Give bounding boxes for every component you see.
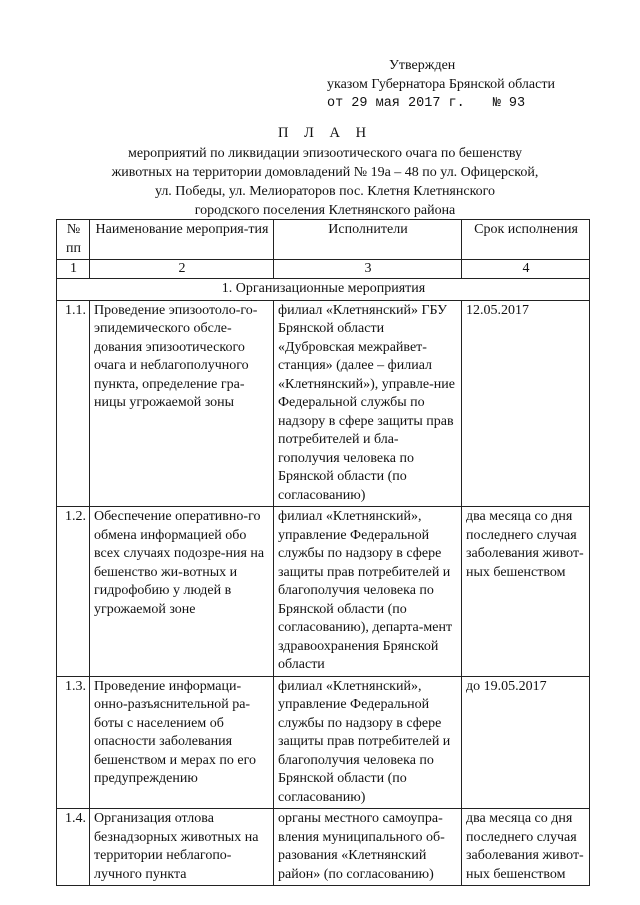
section-row (57, 279, 590, 301)
row-name: Обеспечение оперативно-го обмена информацией обо всех случаях подозре-ния на бешенство жи-вотных и гидрофобию у людей в угрожаемой зоне (90, 507, 274, 677)
column-number: 1 (57, 260, 90, 279)
column-number-row (57, 260, 590, 279)
header-name: Наименование мероприя-тия (90, 220, 274, 260)
table-row (57, 809, 590, 886)
table-row (57, 676, 590, 809)
row-name: Организация отлова безнадзорных животных на территории неблагопо-лучного пункта (90, 809, 274, 886)
row-term: два месяца со дня последнего случая заболевания живот-ных бешенством (462, 809, 590, 886)
row-name: Проведение эпизоотоло-го-эпидемического обсле-дования эпизоотического очага и неблагополучного пункта, определение гра-ницы угрожаемой зоны (90, 300, 274, 507)
approval-date-line (327, 94, 627, 113)
row-executors: филиал «Клетнянский» ГБУ Брянской области «Дубровская межрайвет-станция» (далее – филиал «Клетнянский»), управле-ние Федеральной службы по надзору в сфере защиты прав потребителей и бла-гополучия человека по Брянской области (по согласованию) (274, 300, 462, 507)
row-number: 1.3. (57, 676, 90, 809)
table-row (57, 507, 590, 677)
column-number: 4 (462, 260, 590, 279)
approved-label: Утвержден (389, 58, 456, 73)
header-executors: Исполнители (274, 220, 462, 260)
header-row (57, 220, 590, 260)
row-term: до 19.05.2017 (462, 676, 590, 809)
row-term: два месяца со дня последнего случая заболевания живот-ных бешенством (462, 507, 590, 677)
row-term: 12.05.2017 (462, 300, 590, 507)
section-title: 1. Организационные мероприятия (57, 279, 590, 301)
row-number: 1.1. (57, 300, 90, 507)
row-number: 1.2. (57, 507, 90, 677)
header-term: Срок исполнения (462, 220, 590, 260)
row-name: Проведение информаци-онно-разъяснительной ра-боты с населением об опасности заболевания бешенством и мерах по его предупреждению (90, 676, 274, 809)
row-number: 1.4. (57, 809, 90, 886)
plan-title: П Л А Н (277, 125, 373, 141)
table-row (57, 300, 590, 507)
row-executors: филиал «Клетнянский», управление Федеральной службы по надзору в сфере защиты прав потребителей и благополучия человека по Брянской области (по согласованию), департа-мент здравоохранения Брянской области (274, 507, 462, 677)
header-number: № пп (57, 220, 90, 260)
document-heading (60, 124, 590, 220)
approved-by: указом Губернатора Брянской области (327, 77, 555, 92)
row-executors: филиал «Клетнянский», управление Федеральной службы по надзору в сфере защиты прав потребителей и благополучия человека по Брянской области (по согласованию) (274, 676, 462, 809)
approval-stamp (327, 56, 627, 113)
column-number: 2 (90, 260, 274, 279)
approval-number: № 93 (492, 96, 526, 111)
row-executors: органы местного самоупра-вления муниципального об-разования «Клетнянский район» (по согласованию) (274, 809, 462, 886)
column-number: 3 (274, 260, 462, 279)
heading-line: мероприятий по ликвидации эпизоотического очага по бешенству (128, 146, 522, 161)
plan-table (56, 219, 590, 886)
approval-date: от 29 мая 2017 г. (327, 96, 465, 111)
heading-line: ул. Победы, ул. Мелиораторов пос. Клетня Клетнянского (154, 184, 496, 199)
heading-line: животных на территории домовладений № 19а – 48 по ул. Офицерской, (111, 165, 539, 180)
heading-line: городского поселения Клетнянского района (194, 203, 456, 218)
